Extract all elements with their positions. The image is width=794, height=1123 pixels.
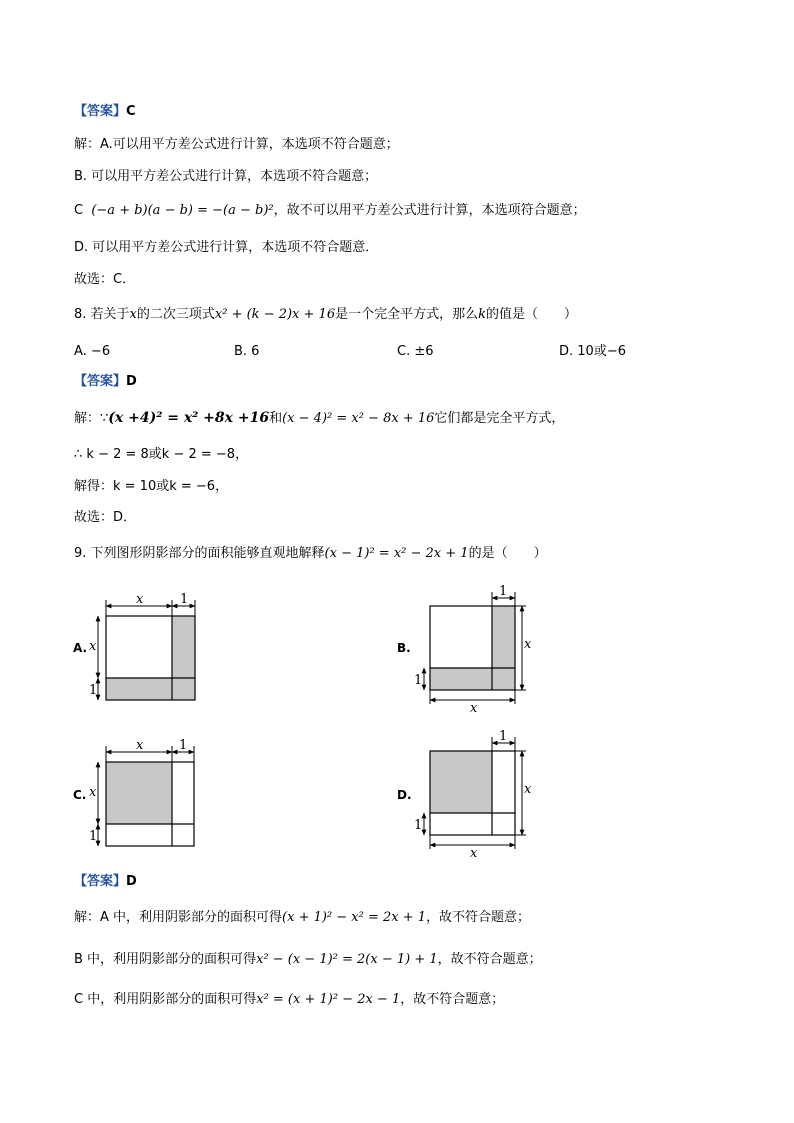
q8-option-a: A. −6 [74,344,111,359]
q9-stem-a: 9. 下列图形阴影部分的面积能够直观地解释 [74,546,325,561]
figure-c-shade [106,762,172,824]
q7-answer-line [74,103,136,121]
q8-sol1-math2: (x − 4)² = x² − 8x + 16 [282,411,435,426]
figure-label-b: B. [397,641,411,655]
q7-solution-a: 解：A.可以用平方差公式进行计算，本选项不符合题意； [74,137,399,152]
figure-d-shade [430,751,492,813]
q8-stem [74,306,577,324]
q9-sol-a-prefix: 解：A 中，利用阴影部分的面积可得 [74,910,283,925]
q8-answer: D [126,374,137,389]
figure-b-shade-bottom [430,668,492,690]
q9-sol-c-prefix: C 中，利用阴影部分的面积可得 [74,992,257,1007]
answer-tag: 【答案】 [74,874,127,889]
q8-solution-3: 解得：k = 10或k = −6， [74,479,229,494]
q8-sol1-math1: (x +4)² = x² +8x +16 [108,410,270,426]
q7-conclusion: 故选：C． [74,272,136,287]
q8-conclusion: 故选：D． [74,510,137,525]
q9-sol-a-math: (x + 1)² − x² = 2x + 1 [282,910,427,925]
figure-c [86,734,206,854]
q8-option-d: D. 10或−6 [559,344,626,359]
q9-stem-math: (x − 1)² = x² − 2x + 1 [324,546,469,561]
figure-d-one-top: 1 [499,729,508,744]
q7-solution-c-prefix: C [74,203,84,218]
figure-b-one-top: 1 [499,584,508,599]
figure-c-one-top: 1 [179,738,188,753]
q9-answer-line [74,873,137,891]
q8-stem-a: 8. 若关于 [74,307,130,322]
q8-solution-1 [74,409,564,428]
q8-stem-b: 的二次三项式 [136,307,215,322]
q9-sol-b-math: x² − (x − 1)² = 2(x − 1) + 1 [256,952,438,967]
q8-sol1-c: 它们都是完全平方式， [434,411,565,426]
q8-stem-d: 的值是（ ） [486,307,578,322]
figure-a-x-top: x [136,592,144,607]
figure-a-one-top: 1 [180,592,189,607]
figure-c-x-top: x [136,738,144,753]
q9-sol-a-suffix: ，故不符合题意； [426,910,531,925]
answer-tag: 【答案】 [74,374,127,389]
q8-stem-x: x [129,307,137,322]
figure-a-x-left: x [89,639,97,654]
figure-b-x-right: x [524,637,532,652]
q8-stem-math: x² + (k − 2)x + 16 [214,307,336,322]
q9-solution-c [74,991,504,1009]
q8-answer-line [74,373,137,391]
q7-answer: C [126,104,136,119]
figure-b-shade-right [492,606,515,690]
q7-solution-c-math: (−a + b)(a − b) = −(a − b)² [91,203,274,218]
q8-option-b: B. 6 [234,344,260,359]
q8-sol1-b: 和 [269,411,283,426]
q9-answer: D [126,874,137,889]
q7-solution-c [74,202,586,220]
figure-c-one-left: 1 [89,829,98,844]
figure-c-x-left: x [89,785,97,800]
figure-label-c: C. [73,788,87,802]
figure-b-one-left: 1 [414,673,423,688]
figure-b-x-bottom: x [470,701,478,714]
q9-stem [74,545,547,563]
figure-a-shade-right [172,616,195,700]
q9-stem-b: 的是（ ） [468,546,547,561]
q8-stem-k: k [478,307,486,322]
q8-option-c: C. ±6 [397,344,434,359]
q9-sol-c-math: x² = (x + 1)² − 2x − 1 [256,992,401,1007]
q7-solution-d: D. 可以用平方差公式进行计算，本选项不符合题意． [74,240,379,255]
figure-label-d: D. [397,788,412,802]
figure-a [86,588,206,708]
figure-b [410,584,540,714]
figure-d [410,729,540,859]
figure-a-one-left: 1 [89,683,98,698]
q8-solution-2: ∴ k − 2 = 8或k − 2 = −8， [74,447,249,462]
answer-tag: 【答案】 [74,104,127,119]
q9-solution-a [74,909,530,927]
q9-sol-b-suffix: ，故不符合题意； [437,952,542,967]
figure-d-x-right: x [524,782,532,797]
q8-sol1-a: 解：∵ [74,411,109,426]
q9-solution-b [74,951,542,969]
figure-d-one-left: 1 [414,818,423,833]
q8-stem-c: 是一个完全平方式，那么 [335,307,479,322]
figure-label-a: A. [73,641,88,655]
q7-solution-c-text: ，故不可以用平方差公式进行计算，本选项符合题意； [273,203,586,218]
figure-d-x-bottom: x [470,846,478,859]
q9-sol-c-suffix: ，故不符合题意； [400,992,505,1007]
figure-a-shade-bottom [106,678,172,700]
q7-solution-b: B. 可以用平方差公式进行计算，本选项不符合题意； [74,169,378,184]
q9-sol-b-prefix: B 中，利用阴影部分的面积可得 [74,952,257,967]
